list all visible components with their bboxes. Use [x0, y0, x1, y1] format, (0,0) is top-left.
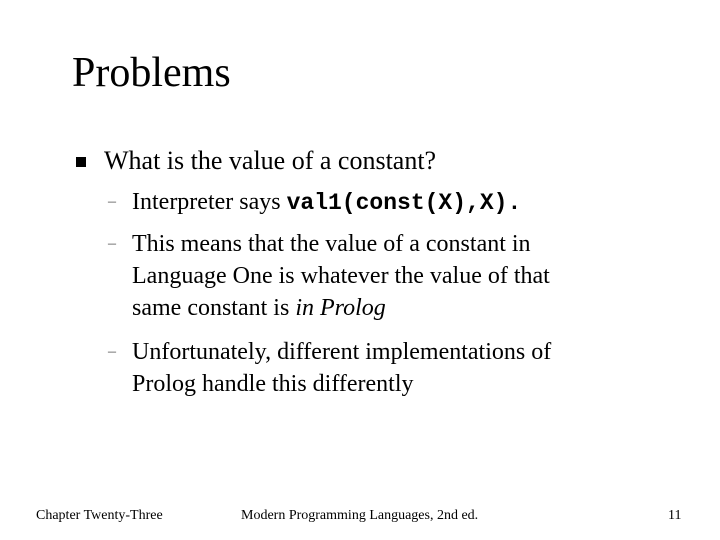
sub-bullet-line: Prolog handle this differently [132, 371, 414, 397]
dash-bullet-icon: – [108, 343, 116, 360]
bullet-text: What is the value of a constant? [104, 146, 437, 175]
footer-book-title: Modern Programming Languages, 2nd ed. [241, 508, 479, 523]
square-bullet-icon [76, 157, 86, 167]
code-period: . [507, 190, 522, 216]
footer-page-number: 11 [668, 508, 682, 523]
sub-bullet-interpreter [108, 186, 522, 219]
sub-bullet-line: This means that the value of a constant in [132, 231, 531, 257]
sub-bullet-prefix: Interpreter says [132, 189, 287, 215]
sub-bullet-meaning [108, 228, 550, 324]
sub-bullet-line: Unfortunately, different implementations of [132, 339, 552, 365]
sub-bullet-line: same constant is [132, 295, 296, 321]
footer-chapter: Chapter Twenty-Three [36, 508, 163, 523]
italic-text: in Prolog [295, 295, 386, 321]
slide-title: Problems [72, 50, 231, 96]
sub-bullet-line: Language One is whatever the value of that [132, 263, 550, 289]
dash-bullet-icon: – [108, 235, 116, 252]
dash-bullet-icon: – [108, 193, 116, 210]
sub-bullet-unfortunately [108, 336, 552, 400]
code-snippet: val1(const(X),X) [286, 190, 508, 216]
